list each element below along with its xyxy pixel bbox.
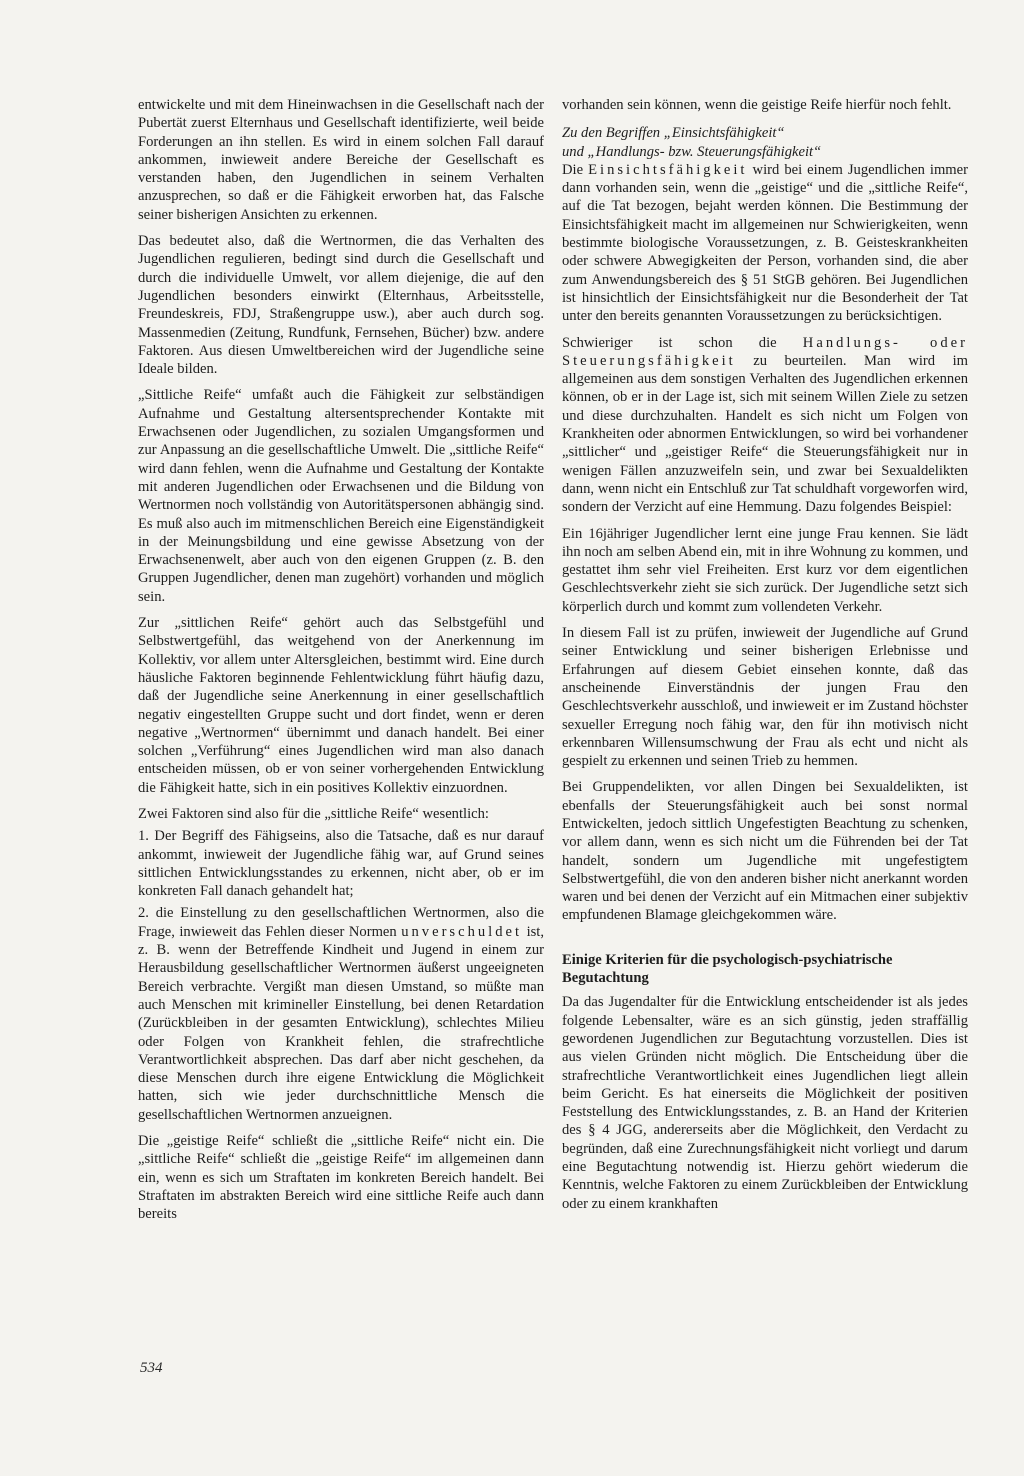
paragraph bbox=[562, 161, 968, 326]
right-column bbox=[562, 96, 968, 1213]
page-number: 534 bbox=[140, 1360, 163, 1376]
paragraph: In diesem Fall ist zu prüfen, inwieweit der Jugendliche auf Grund seiner Entwicklung und seiner bisherigen Erlebnisse und Erfahrungen auf diesem Gebiet einsehen konnte, daß das anscheinende Einverständnis der jungen Frau den Geschlechtsverkehr ausschloß, und inwieweit er im Zustand höchster sexueller Erregung noch fähig war, den für ihn motivisch nicht erkennbaren Willensumschwung der Frau als echt und nicht als gespielt zu erkennen und seinen Trieb zu hemmen. bbox=[562, 625, 968, 770]
section-heading: Einige Kriterien für die psychologisch-psychiatrische Begutachtung bbox=[562, 951, 893, 987]
text-run: zu beurteilen. Man wird im allgemeinen aus dem sonstigen Verhalten des Jugendlichen erkennen können, ob er in der Lage ist, sich mit seinem Willen Ziele zu setzen und diese durchzuhalten. Handelt es sich nicht um Folgen von Krankheiten oder abnormen Entwicklungen, so wird bei vorhandener „sittlicher“ und „geistiger Reife“ die Steuerungsfähigkeit nur in wenigen Fällen anzuzweifeln sein, und zwar bei Sexualdelikten dann, wenn nicht ein Entschluß zur Tat schuldhaft vorgeworfen wird, sondern der Verzicht auf eine Hemmung. Dazu folgendes Beispiel: bbox=[562, 352, 968, 516]
paragraph: Zwei Faktoren sind also für die „sittliche Reife“ wesentlich: bbox=[138, 805, 489, 822]
text-run: Schwieriger ist schon die bbox=[562, 334, 803, 351]
paragraph: Das bedeutet also, daß die Wertnormen, die das Verhalten des Jugendlichen regulieren, bedingt sind durch die Gesellschaft und durch die individuelle Umwelt, vor allem diejenige, die auf den Jugendlichen besonders einwirkt (Elternhaus, Arbeitsstelle, Freundeskreis, FDJ, Straßengruppe usw.), aber auch durch sog. Massenmedien (Zeitung, Rundfunk, Fernsehen, Bücher) bzw. andere Faktoren. Aus diesen Umweltbereichen wird der Jugendliche seine Ideale bilden. bbox=[138, 233, 544, 378]
list-item bbox=[138, 904, 544, 1124]
emphasized-term: unverschuldet bbox=[401, 923, 523, 940]
paragraph: Zur „sittlichen Reife“ gehört auch das Selbstgefühl und Selbstwertgefühl, das weitgehend von der Anerkennung im Kollektiv, vor allem unter Altersgleichen, bestimmt wird. Eine durch häusliche Faktoren beginnende Fehlentwicklung führt häufig dazu, daß der Jugendliche seine Anerkennung in einer gesellschaftlich negativ eingestellten Gruppe sucht und dort findet, wenn er deren negative „Wertnormen“ übernimmt und danach handelt. Bei einer solchen „Verführung“ eines Jugendlichen wird man also danach entscheiden müssen, ob er von seiner vorhergehenden Entwicklung die Fähigkeit hatte, sich in ein positives Kollektiv einzuordnen. bbox=[138, 615, 544, 796]
text-run: wird bei einem Jugendlichen immer dann vorhanden sein, wenn die „geistige“ und die „sittliche Reife“, auf die Tat bezogen, bejaht werden können. Die Bestimmung der Einsichtsfähigkeit macht im allgemeinen nur Schwierigkeiten, wenn bestimmte biologische Voraussetzungen, z. B. Geisteskrankheiten oder schwere Abwegigkeiten der Person, vorhanden sind, die aber zum Anwendungsbereich des § 51 StGB gehören. Bei Jugendlichen ist hinsichtlich der Einsichtsfähigkeit nur die Besonderheit der Tat unter den bereits genannten Voraussetzungen zu berücksichtigen. bbox=[562, 161, 968, 325]
left-column bbox=[138, 96, 544, 1224]
emphasized-term: Handlungs- oder Steuerungsfähigkeit bbox=[562, 334, 968, 369]
subheading: und „Handlungs- bzw. Steuerungsfähigkeit“ bbox=[562, 143, 822, 160]
emphasized-term: Einsichtsfähigkeit bbox=[588, 161, 748, 178]
subheading: Zu den Begriffen „Einsichtsfähigkeit“ bbox=[562, 125, 785, 142]
paragraph: Bei Gruppendelikten, vor allen Dingen bei Sexualdelikten, ist ebenfalls der Steuerungsfähigkeit auch bei sonst normal Entwickelten, jedoch sittlich Ungefestigten Beachtung zu schenken, vor allem dann, wenn es sich nicht um die Führenden bei der Tat handelt, sondern um Jugendliche mit ungefestigtem Selbstwertgefühl, die von den anderen bisher nicht anerkannt worden waren und bei denen der Verzicht auf ein Mitmachen einer subjektiv empfundenen Blamage gleichgekommen wäre. bbox=[562, 779, 968, 924]
text-run: 2. die Einstellung zu den gesellschaftlichen Wertnormen, also die Frage, inwieweit das Fehlen dieser Normen bbox=[138, 905, 544, 940]
text-run: ist, z. B. wenn der Betreffende Kindheit und Jugend in einem zur Herausbildung gesellschaftlicher Wertnormen äußerst ungeeigneten Bereich verbrachte. Vergißt man diesen Umstand, so müßte man auch Menschen mit krimineller Einstellung, bei denen Retardation (Zurückbleiben in der gesamten Entwicklung), schlechtes Milieu oder Folgen von Krankheit fehlen, die strafrechtliche Verantwortlichkeit absprechen. Das darf aber nicht geschehen, da diese Menschen durch ihre eigene Entwicklung die Möglichkeit hatten, sich wie jeder durchschnittliche Mensch die gesellschaftlichen Wertnormen anzueignen. bbox=[138, 923, 545, 1123]
paragraph: entwickelte und mit dem Hineinwachsen in die Gesellschaft nach der Pubertät zuerst Elternhaus und Gesellschaft identifizierte, weil beide Forderungen an ihn stellen. Es wird in einem solchen Fall darauf ankommen, inwieweit andere Bereiche der Gesellschaft es verstanden haben, den Jugendlichen in seinem Verhalten anzusprechen, so daß er die Fähigkeit erworben hat, das Falsche seiner bisherigen Ansichten zu erkennen. bbox=[138, 97, 544, 223]
paragraph: Ein 16jähriger Jugendlicher lernt eine junge Frau kennen. Sie lädt ihn noch am selben Abend ein, mit in ihre Wohnung zu kommen, und gestattet ihm sehr viel Freiheiten. Erst kurz vor dem eigentlichen Geschlechtsverkehr zieht sie sich zurück. Der Jugendliche setzt sich körperlich durch und kommt zum vollendeten Verkehr. bbox=[562, 525, 968, 615]
paragraph: Die „geistige Reife“ schließt die „sittliche Reife“ nicht ein. Die „sittliche Reife“ schließt die „geistige Reife“ im allgemeinen dann ein, wenn es sich um Straftaten im konkreten Bereich handelt. Bei Straftaten im abstrakten Bereich wird eine sittliche Reife auch dann bereits bbox=[138, 1133, 544, 1223]
paragraph bbox=[562, 334, 968, 517]
paragraph: „Sittliche Reife“ umfaßt auch die Fähigkeit zur selbständigen Aufnahme und Gestaltung altersentsprechender Kontakte mit Erwachsenen oder Jugendlichen, zu sozialen Umgangsformen und zur Anpassung an die gesellschaftliche Umwelt. Die „sittliche Reife“ wird dann fehlen, wenn die Aufnahme und Gestaltung der Kontakte mit anderen Jugendlichen oder Erwachsenen und die Bildung von Wertnormen noch vollständig von Autoritätspersonen abhängig sind. Es muß also auch im mitmenschlichen Bereich eine Eigenständigkeit in der Meinungsbildung und eine gewisse Absetzung von der Erwachsenenwelt, aber auch von den eigenen Gruppen (z. B. den Gruppen Jugendlicher, denen man zugehört) vorhanden und möglich sein. bbox=[138, 387, 544, 605]
list-item: 1. Der Begriff des Fähigseins, also die Tatsache, daß es nur darauf ankommt, inwieweit der Jugendliche fähig war, auf Grund seines sittlichen Entwicklungsstandes zu erkennen, nicht aber, ob er im konkreten Fall danach gehandelt hat; bbox=[138, 828, 544, 900]
paragraph: vorhanden sein können, wenn die geistige Reife hierfür noch fehlt. bbox=[562, 97, 952, 113]
text-run: Die bbox=[562, 161, 589, 178]
paragraph: Da das Jugendalter für die Entwicklung entscheidender ist als jedes folgende Lebensalter, wäre es an sich günstig, jeden straffällig gewordenen Jugendlichen zur Begutachtung vorzustellen. Dies ist aus vielen Gründen nicht möglich. Die Entscheidung über die strafrechtliche Verantwortlichkeit eines Jugendlichen liegt allein beim Gericht. Es hat einerseits die Möglichkeit der positiven Feststellung des Entwicklungsstandes, z. B. an Hand der Kriterien des § 4 JGG, andererseits aber die Möglichkeit, den Verdacht zu begründen, daß eine Zurechnungsfähigkeit nicht vorliegt und darum eine Begutachtung notwendig ist. Hierzu gehört wiederum die Kenntnis, welche Faktoren zu einem Zurückbleiben der Entwicklung oder zu einem krankhaften bbox=[562, 994, 968, 1212]
